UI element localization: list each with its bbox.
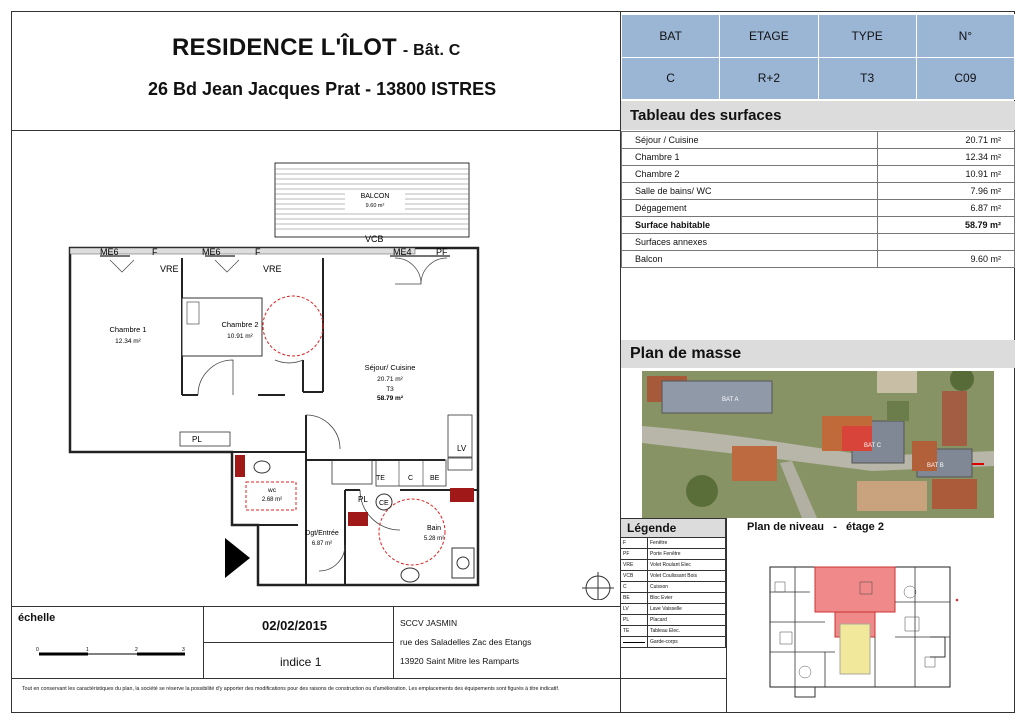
room-area: 5.28 m² <box>423 536 445 542</box>
placard-label: PL <box>358 495 368 504</box>
legend-text: Placard <box>648 615 726 626</box>
north-arrow-icon <box>582 572 614 600</box>
masse-title: Plan de masse <box>621 340 1015 368</box>
residence-name: RESIDENCE L'ÎLOT <box>172 34 397 61</box>
surface-value: 6.87 m² <box>878 200 1015 217</box>
divider <box>393 607 394 678</box>
be-label: BE <box>430 475 440 482</box>
te-label: TE <box>376 475 385 482</box>
id-header: BAT <box>622 15 720 58</box>
surface-label: Surfaces annexes <box>622 234 878 251</box>
table-row <box>622 183 1015 200</box>
placard-label: PL <box>192 435 202 444</box>
scale-tick: 2 <box>135 647 138 653</box>
me4-label: ME4 <box>393 247 412 257</box>
surface-value: 7.96 m² <box>878 183 1015 200</box>
legend-code: LV <box>621 604 648 615</box>
guardrail-swatch <box>621 637 648 648</box>
room-label: Bain <box>426 525 442 532</box>
table-row <box>622 149 1015 166</box>
legend-row <box>621 538 726 549</box>
legend-code: BE <box>621 593 648 604</box>
legend-row <box>621 593 726 604</box>
window-label: F <box>152 247 158 257</box>
legend-row <box>621 582 726 593</box>
level-plan <box>765 562 970 702</box>
total-area: 58.79 m² <box>376 395 404 402</box>
legend-text: Fenêtre <box>648 538 726 549</box>
room-area: 2.68 m² <box>261 497 283 503</box>
legend-code: F <box>621 538 648 549</box>
legend-row <box>621 571 726 582</box>
disclaimer-note: Tout en conservant les caractéristiques du plan, la société se réserve la possibilité d'y apporter des modifications pour des raisons de construction ou d'amélioration. Les emplacements des équipements sont figurés à titre indicatif. <box>22 686 560 692</box>
balcon-area: 9.60 m² <box>365 203 385 209</box>
company-name: SCCV JASMIN <box>400 618 458 628</box>
ce-label: CE <box>379 500 389 507</box>
room-label: Dgt/Entrée <box>305 530 339 537</box>
bat-b-label: BAT B <box>927 463 944 469</box>
company-street: rue des Saladelles Zac des Etangs <box>400 637 532 647</box>
surface-value: 20.71 m² <box>878 132 1015 149</box>
id-header: TYPE <box>818 15 916 58</box>
floor-plan <box>60 160 620 600</box>
me6-label: ME6 <box>202 247 221 257</box>
legend-title: Légende <box>620 518 726 537</box>
table-row <box>622 200 1015 217</box>
id-header: ETAGE <box>720 15 818 58</box>
legend-row <box>621 604 726 615</box>
niveau-title: Plan de niveau - étage 2 <box>747 521 884 533</box>
divider <box>11 678 727 679</box>
scale-bar <box>36 644 188 660</box>
legend-table <box>620 537 726 648</box>
legend-row <box>621 626 726 637</box>
apartment-type: T3 <box>386 386 394 393</box>
room-area: 6.87 m² <box>311 541 333 547</box>
cuisson-label: C <box>408 475 414 482</box>
vre-label: VRE <box>263 264 282 274</box>
plan-indice: indice 1 <box>280 655 322 669</box>
legend-text: Volet Roulant Elec <box>648 560 726 571</box>
table-row <box>622 132 1015 149</box>
table-row <box>622 166 1015 183</box>
legend-code: VRE <box>621 560 648 571</box>
surface-label: Séjour / Cuisine <box>622 132 878 149</box>
surface-label: Balcon <box>622 251 878 268</box>
id-value: T3 <box>818 57 916 100</box>
room-label: Chambre 1 <box>109 325 147 334</box>
legend-code: VCB <box>621 571 648 582</box>
divider <box>203 642 393 643</box>
surfaces-title: Tableau des surfaces <box>621 101 1015 130</box>
window-label: F <box>255 247 261 257</box>
room-area: 12.34 m² <box>115 338 141 345</box>
surface-label: Dégagement <box>622 200 878 217</box>
legend-text: Bloc Evier <box>648 593 726 604</box>
lv-label: LV <box>457 444 467 453</box>
balcon-label: BALCON <box>360 193 390 200</box>
address: 26 Bd Jean Jacques Prat - 13800 ISTRES <box>148 79 497 99</box>
surface-label: Chambre 2 <box>622 166 878 183</box>
legend-row <box>621 549 726 560</box>
surface-value: 12.34 m² <box>878 149 1015 166</box>
divider <box>11 130 621 131</box>
bat-c-label: BAT C <box>864 443 882 449</box>
table-row <box>622 251 1015 268</box>
legend-row <box>621 560 726 571</box>
legend-row <box>621 637 726 648</box>
legend-text: Garde-corps <box>648 637 726 648</box>
legend-code: PF <box>621 549 648 560</box>
surface-label: Surface habitable <box>622 217 878 234</box>
divider <box>11 606 621 607</box>
id-header: N° <box>916 15 1014 58</box>
legend-code: PL <box>621 615 648 626</box>
legend-text: Porte Fenêtre <box>648 549 726 560</box>
pf-label: PF <box>436 247 448 257</box>
table-row <box>622 217 1015 234</box>
vre-label: VRE <box>160 264 179 274</box>
legend-text: Lave Vaisselle <box>648 604 726 615</box>
surface-value: 58.79 m² <box>878 217 1015 234</box>
room-label: Séjour/ Cuisine <box>364 363 416 372</box>
room-area: 20.71 m² <box>377 376 403 383</box>
entrance-arrow-icon <box>225 538 250 578</box>
vcb-label: VCB <box>365 234 384 244</box>
legend-text: Tableau Elec. <box>648 626 726 637</box>
me6-label: ME6 <box>100 247 119 257</box>
room-area: 10.91 m² <box>227 333 253 340</box>
legend-text: Cuisson <box>648 582 726 593</box>
building-label: - Bât. C <box>402 42 461 59</box>
id-value: R+2 <box>720 57 818 100</box>
id-value: C <box>622 57 720 100</box>
scale-tick: 0 <box>36 647 39 653</box>
surface-value: 10.91 m² <box>878 166 1015 183</box>
divider <box>726 518 727 713</box>
scale-tick: 3 <box>182 647 185 653</box>
table-row <box>622 234 1015 251</box>
surface-value <box>878 234 1015 251</box>
surface-label: Chambre 1 <box>622 149 878 166</box>
surfaces-table <box>621 131 1015 268</box>
company-city: 13920 Saint Mitre les Ramparts <box>400 656 520 666</box>
surface-value: 9.60 m² <box>878 251 1015 268</box>
id-value: C09 <box>916 57 1014 100</box>
scale-tick: 1 <box>86 647 89 653</box>
legend-code: C <box>621 582 648 593</box>
residence-title <box>172 34 461 62</box>
bat-a-label: BAT A <box>722 397 739 403</box>
room-label: wc <box>268 487 276 494</box>
legend <box>620 518 726 648</box>
legend-code: TE <box>621 626 648 637</box>
identity-table <box>621 14 1015 100</box>
surface-label: Salle de bains/ WC <box>622 183 878 200</box>
echelle-label: échelle <box>18 612 56 624</box>
legend-text: Volet Coulissant Bois <box>648 571 726 582</box>
site-aerial-map <box>642 371 994 518</box>
legend-row <box>621 615 726 626</box>
plan-date: 02/02/2015 <box>262 618 328 633</box>
room-label: Chambre 2 <box>221 320 259 329</box>
